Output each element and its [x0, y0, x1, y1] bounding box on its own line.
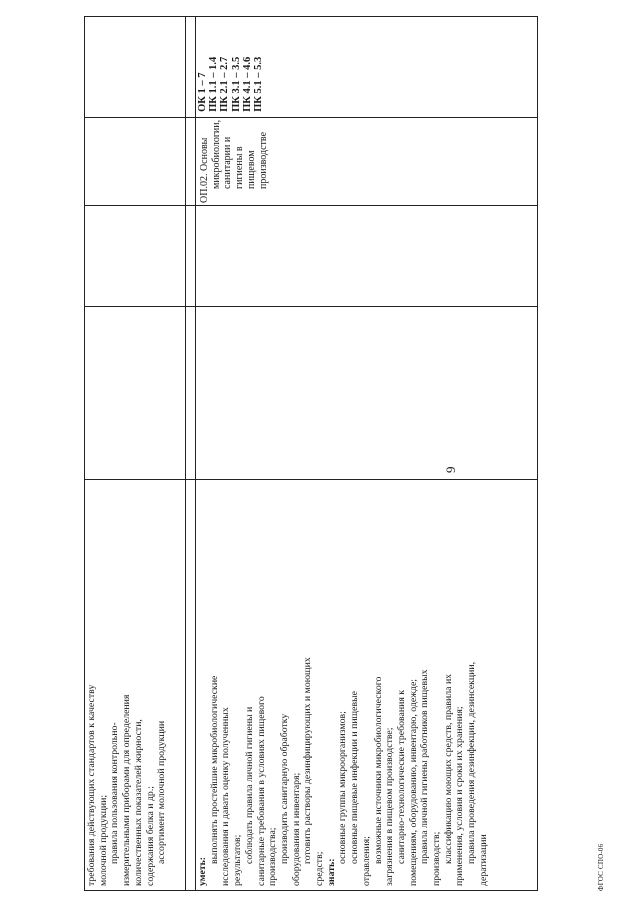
competence-code: ПК 5.1 – 5.3 — [253, 56, 265, 112]
empty-cell — [186, 117, 196, 205]
empty-cell — [186, 307, 196, 480]
table-row-spacer — [186, 16, 196, 890]
competence-code: ПК 4.1 – 4.6 — [241, 56, 253, 112]
text-line: ассортимент молочной продукции — [156, 720, 168, 864]
competence-code: ПК 2.1 – 2.7 — [219, 56, 231, 112]
content-cell-top — [85, 480, 186, 891]
znat-list — [337, 483, 489, 886]
empty-cell — [186, 16, 196, 117]
main-text — [196, 480, 490, 890]
znat-item: применения, условия и сроки их хранения; — [454, 706, 466, 886]
znat-item: помещениям, оборудованию, инвентарю, одежде; — [407, 678, 419, 886]
empty-cell — [196, 307, 538, 480]
competence-code: ПК 1.1 – 1.4 — [208, 56, 220, 112]
text-line: требования действующих стандартов к качеству — [86, 684, 97, 886]
table-row-main — [196, 16, 538, 890]
course-line: санитарии и гигиены в — [222, 136, 246, 189]
course-title — [196, 118, 269, 205]
umet-item: готовить растворы дезинфицирующих и моющих — [302, 657, 314, 864]
competence-codes — [196, 17, 264, 117]
znat-item: санитарно-технологические требования к — [395, 689, 407, 864]
text-line: содержания белка и др.; — [144, 785, 156, 886]
page-number: 9 — [443, 466, 458, 473]
umet-item: соблюдать правила личной гигиены и — [243, 706, 255, 864]
footer-label: ФГОС СПО-06 — [597, 843, 605, 891]
course-line: пищевом производстве — [245, 131, 269, 189]
codes-cell — [196, 16, 538, 117]
znat-item: классификацию моющих средств, правила их — [442, 673, 454, 864]
empty-cell — [186, 206, 196, 307]
umet-item: исследования и давать оценку полученных — [220, 707, 232, 886]
znat-item: возможные источники микробиологического — [372, 676, 384, 864]
umet-item: производства; — [267, 827, 279, 886]
umet-list — [209, 483, 326, 886]
text-line: измерительными приборами для определения — [121, 694, 133, 886]
znat-item: дератизации — [477, 834, 489, 886]
umet-item: производить санитарную обработку — [278, 713, 290, 864]
competence-code: ПК 3.1 – 3.5 — [230, 56, 242, 112]
top-text — [85, 480, 168, 890]
umet-item: санитарные требования в условиях пищевого — [255, 696, 267, 886]
umet-item: выполнять простейшие микробиологические — [208, 675, 220, 864]
znat-item: основные группы микроорганизмов; — [337, 711, 349, 864]
standard-table — [84, 16, 538, 891]
umet-item: результатов; — [232, 834, 244, 886]
content-cell-main — [196, 480, 538, 891]
znat-item: правила личной гигиены работников пищевых — [419, 669, 431, 864]
competence-code: ОК 1 – 7 — [197, 72, 208, 112]
spacer-cell — [186, 480, 196, 891]
umet-item: средств; — [314, 851, 326, 886]
empty-cell — [85, 117, 186, 205]
course-line: ОП.02. Основы — [199, 137, 210, 203]
znat-item: правила проведения дезинфекции, дезинсекции, — [466, 661, 478, 864]
text-line: правила пользования контрольно- — [109, 722, 121, 864]
znat-item: основные пищевые инфекции и пищевые — [349, 690, 361, 864]
znat-item: производств; — [431, 831, 443, 886]
empty-cell — [85, 16, 186, 117]
znat-item: загрязнения в пищевом производстве; — [384, 727, 396, 886]
umet-label: уметь: — [197, 856, 208, 886]
empty-cell — [85, 307, 186, 480]
table-row-top — [85, 16, 186, 890]
umet-item: оборудования и инвентаря; — [290, 772, 302, 886]
course-cell — [196, 117, 538, 205]
empty-cell — [196, 206, 538, 307]
znat-label: знать: — [325, 858, 337, 886]
text-line: количественных показателей жирности, — [132, 719, 144, 886]
course-line: микробиологии, — [210, 119, 222, 189]
text-line: молочной продукции; — [97, 794, 109, 886]
empty-cell — [85, 206, 186, 307]
znat-item: отравления; — [360, 836, 372, 886]
